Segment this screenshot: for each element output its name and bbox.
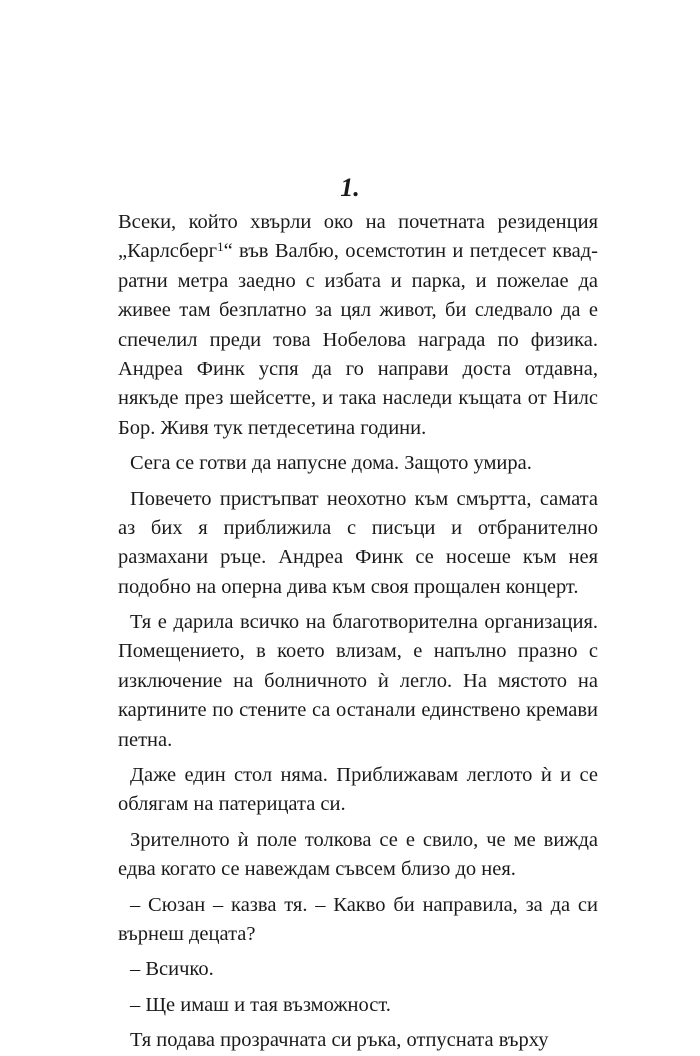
text-line: изключение на болничното ѝ легло. На мястото на bbox=[118, 669, 598, 692]
text-line: върнеш децата? bbox=[118, 922, 256, 945]
text-line: „Карлсберг$^1$“ във Валбю, осемстотин и петдесет квад- bbox=[118, 239, 598, 263]
text-line: Даже един стол няма. Приближавам леглото ѝ и се bbox=[130, 764, 598, 787]
paragraph bbox=[118, 761, 598, 820]
chapter-number: 1. bbox=[340, 173, 360, 202]
paragraph bbox=[118, 826, 598, 885]
text-line: спечелил преди това Нобелова награда по физика. bbox=[118, 328, 598, 351]
text-line: петна. bbox=[118, 728, 173, 751]
text-line: Тя е дарила всичко на благотворителна организация. bbox=[130, 611, 598, 634]
text-line: – Сюзан – казва тя. – Какво би направила, за да си bbox=[130, 893, 598, 916]
text-line: Сега се готви да напусне дома. Защото умира. bbox=[130, 452, 532, 475]
paragraph bbox=[118, 955, 598, 984]
text-line: Зрителното ѝ поле толкова се е свило, че ме вижда bbox=[130, 828, 598, 851]
paragraph bbox=[118, 608, 598, 755]
text-line: – Всичко. bbox=[130, 958, 214, 981]
text-line: подобно на оперна дива към своя прощален концерт. bbox=[118, 575, 579, 598]
text-line: живее там безплатно за цял живот, би следвало да е bbox=[118, 299, 598, 322]
body-text bbox=[118, 208, 598, 1056]
text-line: Андреа Финк успя да го направи доста отдавна, bbox=[118, 357, 598, 380]
text-line: някъде през шейсетте, и така наследи къщата от Нилс bbox=[118, 387, 598, 410]
footnote-reference[interactable]: 1 bbox=[217, 239, 224, 255]
paragraph bbox=[118, 485, 598, 603]
text-line: картините по стените са останали единствено кремави bbox=[118, 699, 598, 722]
text-line: Повечето пристъпват неохотно към смъртта, самата bbox=[130, 487, 598, 510]
paragraph bbox=[118, 1026, 598, 1055]
text-line: Помещението, в което влизам, е напълно празно с bbox=[118, 640, 598, 663]
text-line: размахани ръце. Андреа Финк се носеше към нея bbox=[118, 546, 598, 569]
text-line: – Ще имаш и тая възможност. bbox=[130, 993, 391, 1016]
paragraph bbox=[118, 891, 598, 950]
paragraph bbox=[118, 991, 598, 1020]
text-line: Тя подава прозрачната си ръка, отпусната върху bbox=[130, 1029, 549, 1052]
paragraph bbox=[118, 449, 598, 478]
text-line: аз бих я приближила с писъци и отбранително bbox=[118, 516, 598, 539]
text-line: облягам на патерицата си. bbox=[118, 793, 346, 816]
text-line: ратни метра заедно с избата и парка, и пожелае да bbox=[118, 269, 598, 292]
text-line: едва когато се навеждам съвсем близо до нея. bbox=[118, 858, 516, 881]
paragraph bbox=[118, 208, 598, 443]
text-line: Всеки, който хвърли око на почетната резиденция bbox=[118, 211, 598, 233]
text-line: Бор. Живя тук петдесетина години. bbox=[118, 416, 427, 439]
